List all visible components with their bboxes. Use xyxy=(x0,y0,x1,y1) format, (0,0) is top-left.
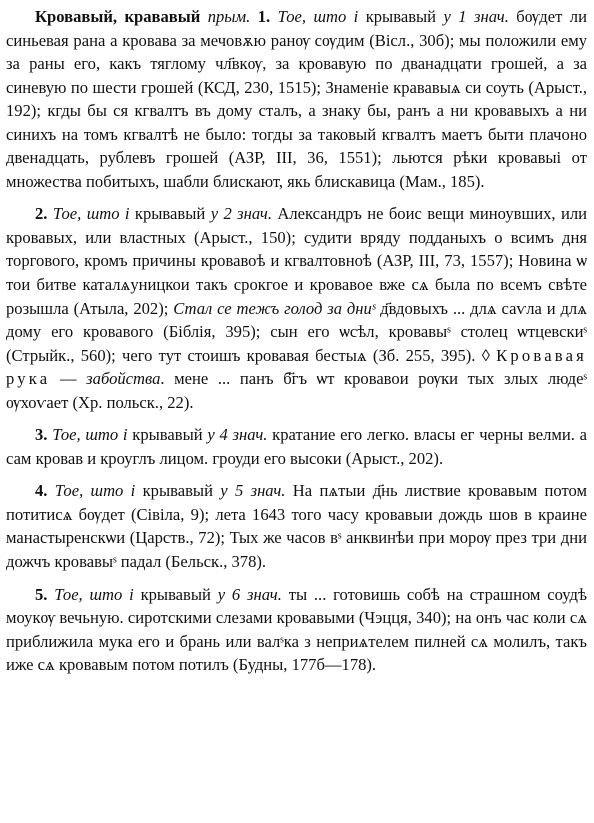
sense-crossref: у 6 знач. xyxy=(217,584,282,604)
sense-5 xyxy=(6,583,587,677)
sense-definition: Тое, што і xyxy=(52,204,130,224)
sense-crossref-word: крывавый xyxy=(132,425,203,445)
sense-1 xyxy=(6,5,587,193)
sense-number: 3. xyxy=(35,425,48,445)
sense-citations: бѹдет ли синьевая рана а кровава за мечовѫю ранѹ сѹдим (Вісл., 30б); мы положили ему за раны его, какъ тяглому чл҃вкѹ, за кровавую по дванадцати грошей, а за синевую по шести грошей (КСД, 230, 1515); Знаменіе крававыѧ си соуть (Арыст., 192); кгды бы ся кгвалтъ въ дому сталъ, а знаку бы, ранъ а ни кровавыхъ а ни синихъ на томъ кгвалтѣ не было: тогды за таковый кгвалтъ маетъ быти плачоно двенадцать, рублевъ грошей (АЗР, III, 36, 1551); льются рѣки кровавыі от множества побитыхъ, шабли блискают, якь блискавица (Мам., 185). xyxy=(6,7,587,191)
sense-3 xyxy=(6,423,587,470)
sense-definition: Тое, што і xyxy=(54,584,134,604)
sense-number: 4. xyxy=(35,481,48,501)
sense-crossref-word: крывавый xyxy=(365,7,437,26)
sense-2 xyxy=(6,202,587,414)
sense-number: 2. xyxy=(35,204,48,224)
sense-citations: ты ... готовишь собѣ на страшном соудѣ моукѹ вечьную. сиротскими слезами кровавыми (Чэцця, 340); на онъ час коли сѧ приближила мука его и брань или валˢка з неприѧтелем пилней сѧ молилъ, такъ иже сѧ кровавым потом потилъ (Будны, 177б—178). xyxy=(6,584,587,675)
sense-citations: Александръ не боис вещи миноувших, или кровавых, или властных (Арыст., 150); судити вряду подданыхъ о всимъ дня торгового, кромъ причины кровавоѣ и кгвалтовноѣ (АЗР, III, 73, 1557); Новина ѡ тои битве каталѧуницкои такъ срокгое и кровавое вже сѧ была по всемъ свѣте розышла (Атыла, 202); xyxy=(6,204,587,318)
set-phrase: Кровавая рука xyxy=(6,345,587,389)
sense-citations: д҃вдовыхъ ... длѧ саѵла и длѧ дому его кровавого (Біблія, 395); сын его ѡсѣл, кровавыˢ столец ѡтцевскиˢ (Стрыйк., 560); чего тут стоишъ кровавая бестыѧ (Зб. 255, 395). ◊ xyxy=(6,298,587,365)
part-of-speech: прым. xyxy=(207,7,251,26)
sense-citations: кратание его легко. власы ег черны велми. а сам кровав и кроуглъ лицом. гроуди его высоки (Арыст., 202). xyxy=(6,425,588,468)
phrase-meaning: забойства xyxy=(86,369,161,389)
sense-number: 1. xyxy=(257,7,271,26)
sense-number: 5. xyxy=(35,584,48,604)
sense-crossref: у 2 знач. xyxy=(210,204,272,224)
sense-crossref: у 4 знач. xyxy=(207,425,268,445)
phrase-dash: — xyxy=(50,369,87,389)
sense-crossref: у 5 знач. xyxy=(220,481,286,501)
sense-citations: . мене ... панъ б҃гъ ѡт кровавои рѹки тых злых людеˢ ѹхоѵает (Хр. польск., 22). xyxy=(6,369,587,412)
sense-definition: Тое, што і xyxy=(54,481,136,501)
sense-4 xyxy=(6,479,587,573)
sense-crossref-word: крывавый xyxy=(140,584,211,604)
sense-citations: На пѧтыи д҃нь листвие кровавым потом потитисѧ бѹдет (Сівіла, 9); лета 1643 того часу кровавыи дождь шов в краине манастыренскѡи (Царств., 72); Тых же часов вˢ анквинѣи при морѹ през три дни дожчъ кровавыˢ падал (Бельск., 378). xyxy=(6,481,588,572)
sense-definition: Тое, што і xyxy=(52,425,128,445)
sense-crossref-word: крывавый xyxy=(134,204,206,224)
headword: Кровавый, крававый xyxy=(35,7,201,26)
sense-crossref: у 1 знач. xyxy=(443,7,509,26)
sense-definition: Тое, што і xyxy=(277,7,359,26)
sense-citation-italic: Стал се тежъ голод за дниˢ xyxy=(173,298,376,318)
sense-crossref-word: крывавый xyxy=(142,481,213,501)
